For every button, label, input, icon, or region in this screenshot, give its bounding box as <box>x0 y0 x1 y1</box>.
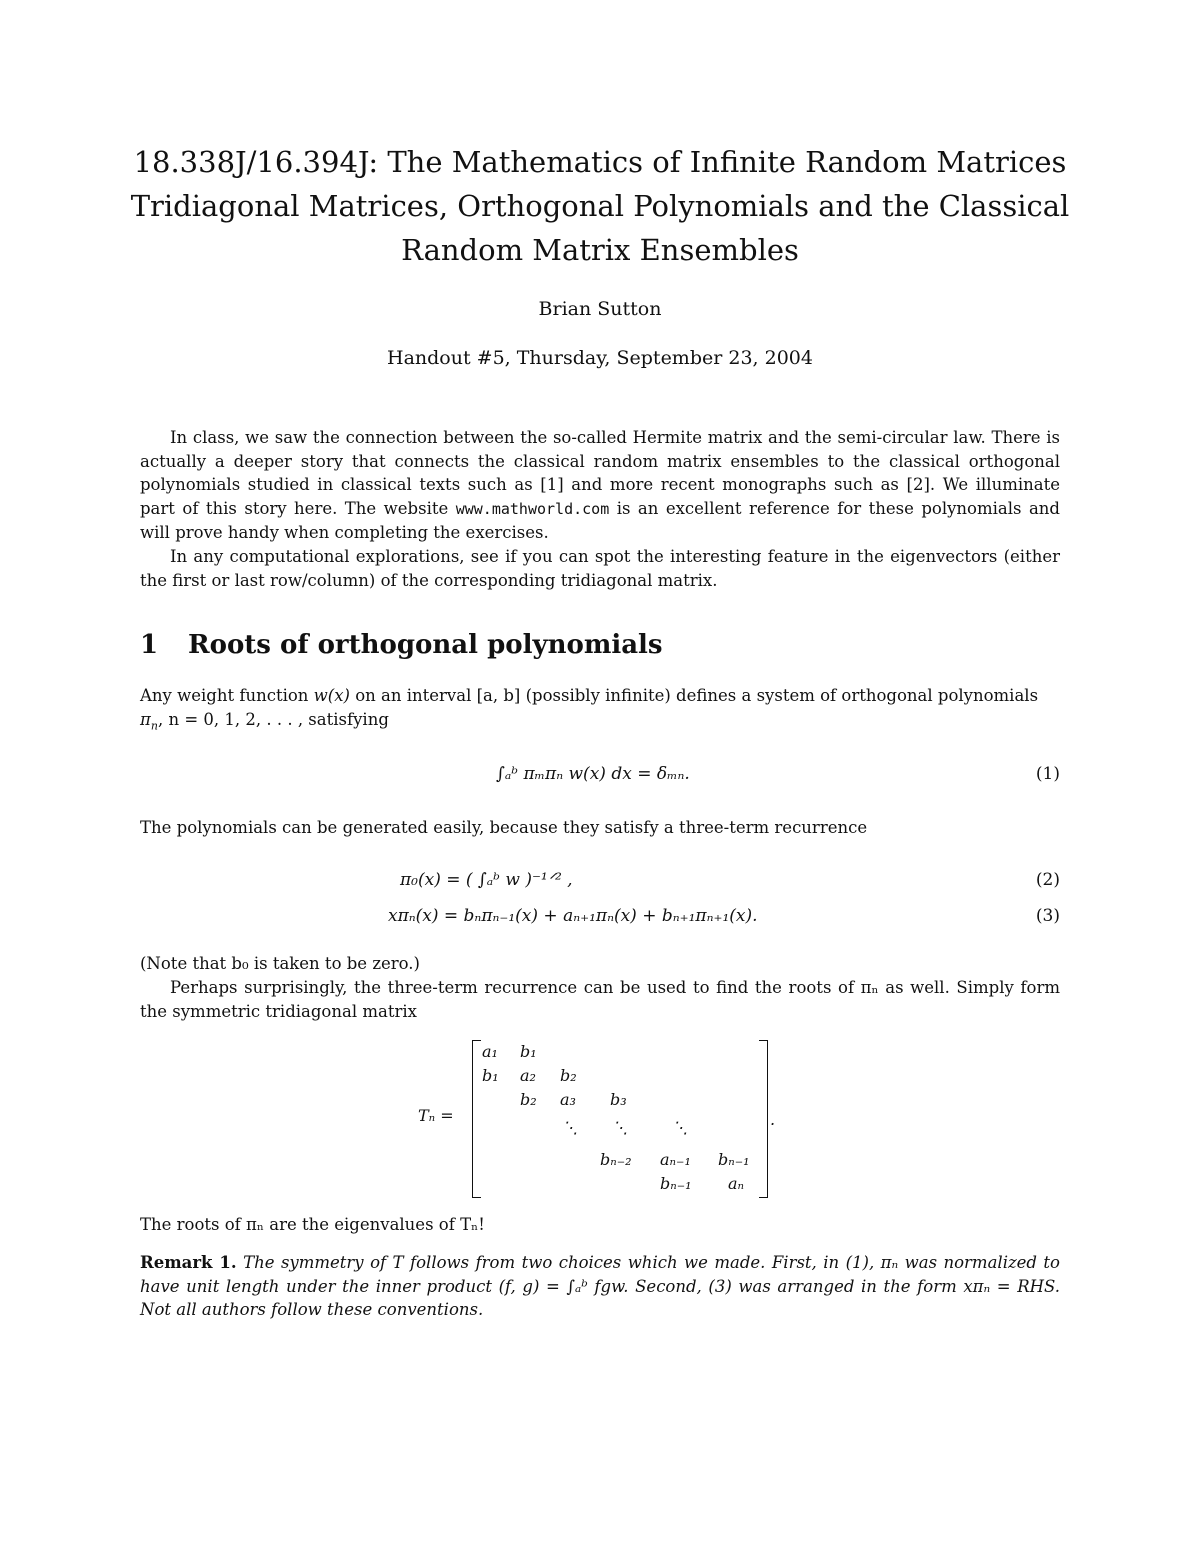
section-number: 1 <box>140 630 159 660</box>
remark-label: Remark 1. <box>140 1253 237 1272</box>
matrix-cell-an: aₙ <box>728 1174 745 1193</box>
body-paragraph-weight <box>140 684 1060 737</box>
p3-weight-fn: w(x) <box>313 686 350 705</box>
matrix-period: . <box>770 1110 776 1129</box>
p3-pi-sub: n <box>150 718 158 732</box>
p3-text-b: on an interval [a, b] (possibly infinite) defines a system of orthogonal polynomials <box>349 686 1039 705</box>
intro-text-b: is an excellent reference for these polynomials and will prove handy when completing the exercises. <box>140 498 1060 542</box>
equation-1-number: (1) <box>1035 764 1060 784</box>
matrix-cell-b2-row: b₂ <box>560 1066 577 1085</box>
title-line-3: Random Matrix Ensembles <box>401 233 799 267</box>
remark-text: The symmetry of T follows from two choices which we made. First, in (1), πₙ was normalized to have unit length under the inner product (f, g) = ∫ₐᵇ fgw. Second, (3) was arranged in the form xπₙ = RHS. Not all authors follow these conventions. <box>140 1253 1060 1319</box>
section-heading <box>140 630 663 660</box>
p3-text-a: Any weight function <box>140 686 314 705</box>
author: Brian Sutton <box>538 298 662 320</box>
matrix-diag-dots-2: ⋱ <box>612 1118 628 1137</box>
body-paragraph-recurrence: The polynomials can be generated easily, because they satisfy a three-term recurrence <box>140 818 868 837</box>
equation-1: ∫ₐᵇ πₘπₙ w(x) dx = δₘₙ. <box>496 764 690 784</box>
equation-3: xπₙ(x) = bₙπₙ₋₁(x) + aₙ₊₁πₙ(x) + bₙ₊₁πₙ₊₁(x). <box>388 906 758 926</box>
matrix-cell-b1-row: b₁ <box>520 1042 537 1061</box>
matrix-cell-an-1: aₙ₋₁ <box>660 1150 691 1169</box>
title-line-2: Tridiagonal Matrices, Orthogonal Polynomials and the Classical <box>130 189 1070 223</box>
matrix-cell-a2: a₂ <box>520 1066 536 1085</box>
matrix-label: Tₙ = <box>418 1106 454 1125</box>
intro-paragraph-1 <box>140 426 1060 545</box>
matrix-diag-dots-3: ⋱ <box>672 1118 688 1137</box>
matrix-left-bracket <box>472 1040 481 1198</box>
matrix-diag-dots-1: ⋱ <box>562 1118 578 1137</box>
matrix-cell-b2-col: b₂ <box>520 1090 537 1109</box>
handout-date: Handout #5, Thursday, September 23, 2004 <box>387 347 813 369</box>
matrix-cell-bn-2: bₙ₋₂ <box>600 1150 632 1169</box>
mathworld-link[interactable]: www.mathworld.com <box>455 499 610 518</box>
matrix-cell-a1: a₁ <box>482 1042 498 1061</box>
equation-2: π₀(x) = ( ∫ₐᵇ w )⁻¹ᐟ² , <box>400 870 573 890</box>
p3-text-e: , n = 0, 1, 2, . . . , satisfying <box>157 709 389 729</box>
body-paragraph-eigenvalues: The roots of πₙ are the eigenvalues of Tₙ! <box>140 1215 485 1234</box>
intro-text-a: In class, we saw the connection between the so-called Hermite matrix and the semi-circular law. There is actually a deeper story that connects the classical random matrix ensembles to the classical orthogonal polynomials studied in classical texts such as [1] and more recent monographs such as [2]. We illuminate part of this story here. The website <box>140 428 1060 518</box>
document-title <box>100 140 1100 272</box>
body-paragraph-roots: Perhaps surprisingly, the three-term recurrence can be used to find the roots of πₙ as well. Simply form the symmetric tridiagonal matrix <box>140 978 1060 1021</box>
matrix-cell-bn-1-row: bₙ₋₁ <box>718 1150 750 1169</box>
remark-1 <box>140 1251 1060 1322</box>
title-line-1: 18.338J/16.394J: The Mathematics of Infinite Random Matrices <box>133 145 1067 179</box>
matrix-right-bracket <box>759 1040 768 1198</box>
intro-paragraph-2: In any computational explorations, see if you can spot the interesting feature in the eigenvectors (either the first or last row/column) of the corresponding tridiagonal matrix. <box>140 547 1060 590</box>
matrix-cell-b1-col: b₁ <box>482 1066 499 1085</box>
equation-2-number: (2) <box>1035 870 1060 890</box>
equation-3-number: (3) <box>1035 906 1060 926</box>
matrix-cell-bn-1-col: bₙ₋₁ <box>660 1174 692 1193</box>
note-b0: (Note that b₀ is taken to be zero.) <box>140 954 420 973</box>
p3-pi: π <box>140 709 151 729</box>
matrix-cell-a3: a₃ <box>560 1090 576 1109</box>
matrix-cell-b3: b₃ <box>610 1090 627 1109</box>
tridiagonal-matrix <box>416 1040 786 1198</box>
section-title: Roots of orthogonal polynomials <box>188 630 663 660</box>
